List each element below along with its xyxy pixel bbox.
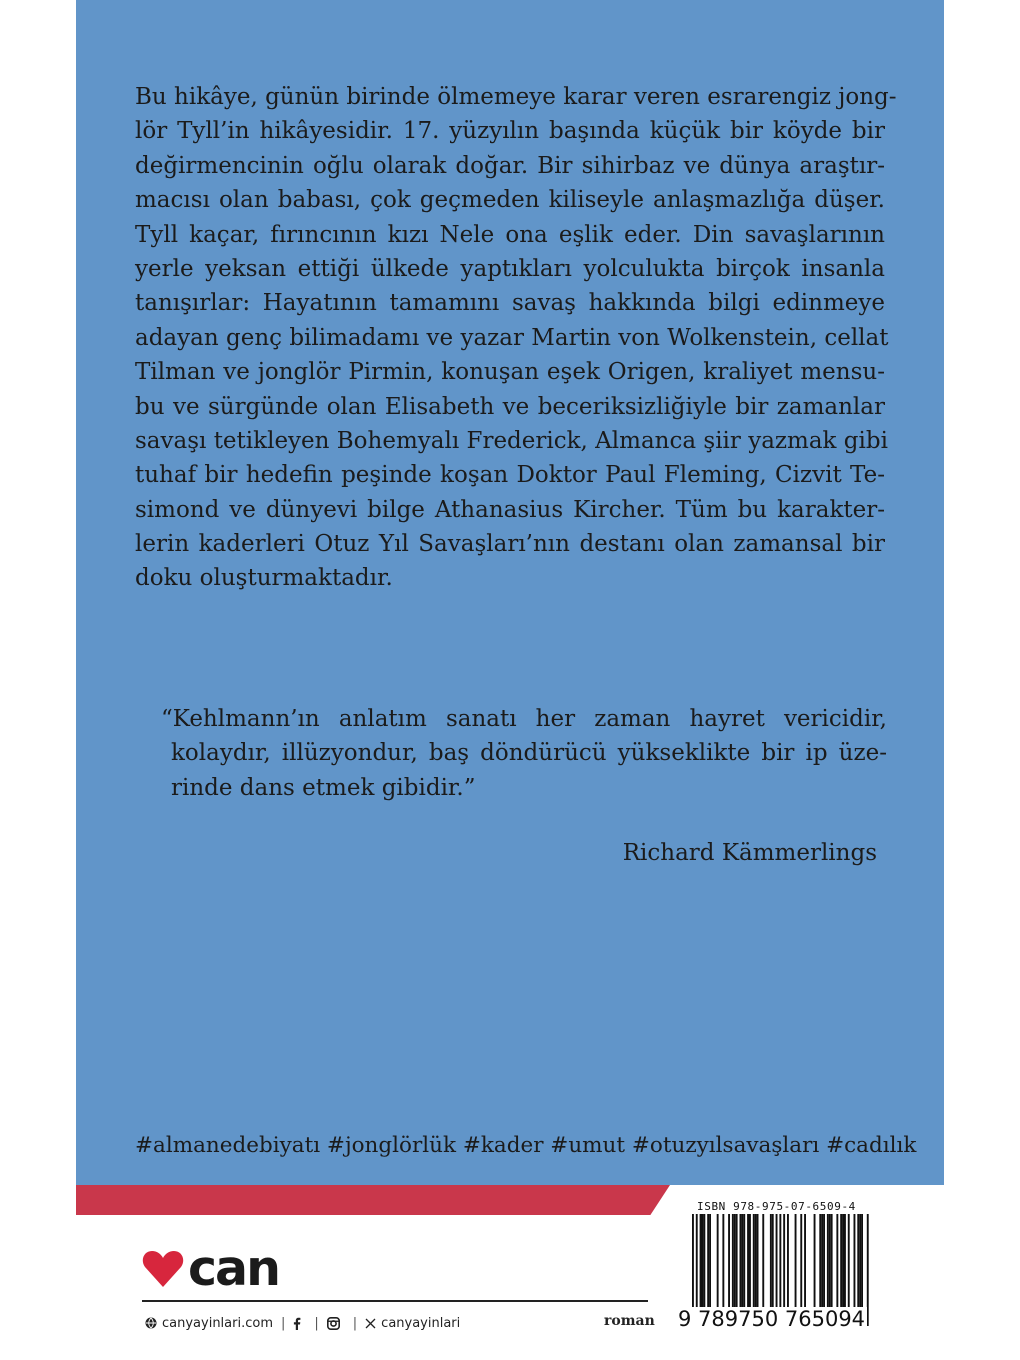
barcode-bar xyxy=(842,1214,844,1314)
barcode-bar xyxy=(831,1214,833,1314)
review-quote xyxy=(161,702,887,805)
barcode-bar xyxy=(736,1214,738,1314)
barcode-digits: 9 789750 765094 xyxy=(678,1307,866,1331)
quote-line: “Kehlmann’ın anlatım sanatı her zaman hayret vericidir, xyxy=(161,706,887,732)
barcode-bar xyxy=(770,1214,772,1314)
publisher-logo xyxy=(142,1240,279,1297)
barcode-bar xyxy=(749,1214,751,1314)
barcode-bar xyxy=(722,1214,724,1314)
barcode-bar xyxy=(819,1214,821,1314)
barcode-bar xyxy=(861,1214,863,1314)
barcode-bar xyxy=(795,1214,797,1314)
heart-icon xyxy=(142,1250,184,1288)
quote-line: kolaydır, illüzyondur, baş döndürücü yükseklikte bir ip üze- xyxy=(171,740,887,767)
barcode-bar xyxy=(740,1214,742,1314)
quote-line: rinde dans etmek gibidir.” xyxy=(171,774,476,801)
social-handle[interactable]: canyayinlari xyxy=(381,1315,461,1331)
barcode-bar xyxy=(857,1214,859,1314)
footer-divider xyxy=(142,1300,648,1302)
barcode-bar xyxy=(741,1214,743,1314)
blurb-line: Tyll kaçar, fırıncının kızı Nele ona eşlik eder. Din savaşlarının xyxy=(135,221,885,248)
facebook-icon[interactable] xyxy=(293,1317,301,1330)
blurb-line: macısı olan babası, çok geçmeden kiliseyle anlaşmazlığa düşer. xyxy=(135,187,885,214)
barcode-bar xyxy=(747,1214,749,1314)
barcode-bar xyxy=(762,1214,764,1314)
genre-label: roman xyxy=(604,1313,655,1329)
globe-icon xyxy=(145,1317,157,1329)
blurb-line: Bu hikâye, günün birinde ölmemeye karar veren esrarengiz jong- xyxy=(135,84,897,110)
barcode-bar xyxy=(800,1214,802,1314)
barcode-bar xyxy=(717,1214,719,1314)
quote-author: Richard Kämmerlings xyxy=(622,840,877,866)
barcode-bar xyxy=(827,1214,829,1314)
hashtags: #almanedebiyatı #jonglörlük #kader #umut #otuzyılsavaşları #cadılık xyxy=(135,1133,917,1158)
barcode-bar xyxy=(836,1214,838,1314)
barcode-bar xyxy=(804,1214,806,1314)
instagram-icon[interactable] xyxy=(327,1317,340,1330)
blurb-line: tanışırlar: Hayatının tamamını savaş hakkında bilgi edinmeye xyxy=(135,290,885,317)
red-band xyxy=(76,1185,670,1215)
barcode-bar xyxy=(844,1214,846,1314)
blurb-line: Tilman ve jonglör Pirmin, konuşan eşek Origen, kraliyet mensu- xyxy=(135,359,885,386)
barcode-bar xyxy=(700,1214,702,1314)
blurb-line: adayan genç bilimadamı ve yazar Martin von Wolkenstein, cellat xyxy=(135,324,889,351)
barcode-bar xyxy=(840,1214,842,1314)
blurb-line: tuhaf bir hedefin peşinde koşan Doktor Paul Fleming, Cizvit Te- xyxy=(135,462,885,489)
publisher-footer xyxy=(145,1313,460,1333)
blurb-line: simond ve dünyevi bilge Athanasius Kircher. Tüm bu karakter- xyxy=(135,496,885,523)
blurb-line: doku oluşturmaktadır. xyxy=(135,565,393,592)
separator: | xyxy=(352,1315,358,1331)
barcode-bar xyxy=(728,1214,730,1314)
barcode-bar xyxy=(776,1214,778,1314)
barcode-bar xyxy=(823,1214,825,1314)
website-link[interactable]: canyayinlari.com xyxy=(162,1315,273,1331)
blurb-line: savaşı tetikleyen Bohemyalı Frederick, Almanca şiir yazmak gibi xyxy=(135,427,888,454)
barcode-bar xyxy=(772,1214,774,1314)
barcode-bar xyxy=(707,1214,709,1314)
blurb-line: lerin kaderleri Otuz Yıl Savaşları’nın destanı olan zamansal bir xyxy=(135,531,885,558)
barcode-bar xyxy=(703,1214,705,1314)
separator: | xyxy=(281,1315,286,1331)
blurb-text xyxy=(135,80,897,596)
blurb-line: bu ve sürgünde olan Elisabeth ve beceriksizliğiyle bir zamanlar xyxy=(135,393,885,420)
blurb-line: lör Tyll’in hikâyesidir. 17. yüzyılın başında küçük bir köyde bir xyxy=(135,118,885,145)
barcode-bar xyxy=(734,1214,736,1314)
barcode-bar xyxy=(732,1214,734,1314)
barcode-bar xyxy=(757,1214,759,1314)
barcode-bar xyxy=(702,1214,704,1314)
barcode-bar xyxy=(859,1214,861,1314)
isbn-label: ISBN 978-975-07-6509-4 xyxy=(697,1200,856,1213)
barcode-bar xyxy=(743,1214,745,1314)
barcode-bar xyxy=(709,1214,711,1314)
barcode-bar xyxy=(814,1214,816,1314)
barcode-bar xyxy=(829,1214,831,1314)
logo-wordmark: can xyxy=(188,1240,279,1297)
barcode-bar xyxy=(753,1214,755,1314)
blurb-line: değirmencinin oğlu olarak doğar. Bir sihirbaz ve dünya araştır- xyxy=(135,152,885,179)
barcode-bar xyxy=(787,1214,789,1314)
blurb-line: yerle yeksan ettiği ülkede yaptıkları yolculukta birçok insanla xyxy=(135,255,885,282)
barcode-bar xyxy=(755,1214,757,1314)
x-twitter-icon[interactable] xyxy=(365,1318,376,1329)
barcode-bar xyxy=(854,1214,856,1314)
barcode-bar xyxy=(848,1214,850,1314)
barcode-bar xyxy=(821,1214,823,1314)
separator: | xyxy=(314,1315,319,1331)
barcode-bar xyxy=(867,1214,869,1326)
